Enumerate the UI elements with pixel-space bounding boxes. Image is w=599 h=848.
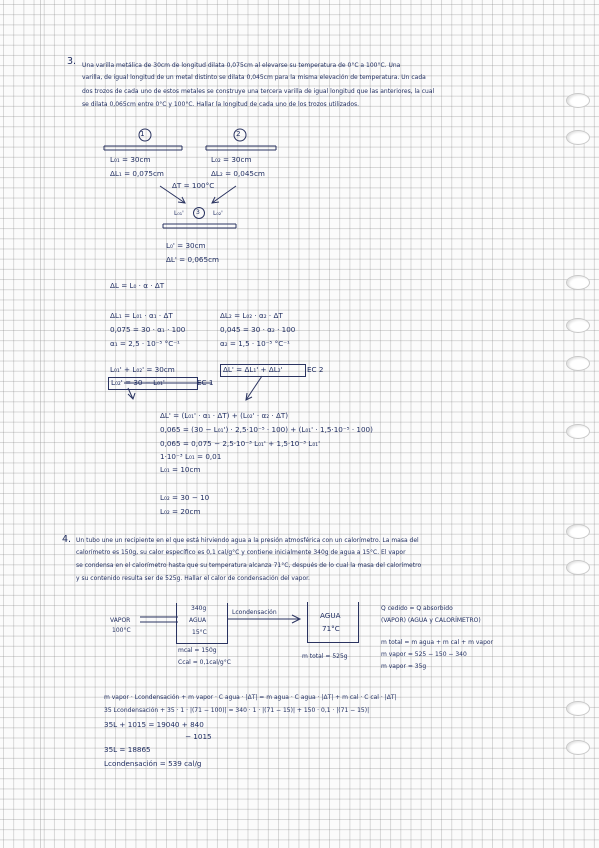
- work-line: 0,065 = (30 − L₀₁') · 2,5·10⁻⁵ · 100) + (L₀₁' · 1,5·10⁻⁵ · 100): [160, 425, 373, 434]
- statement-line: calorímetro es 150g, su calor específico es 0,1 cal/g°C y contiene inicialmente 340g de agua a 15°C. El vapor: [76, 549, 406, 556]
- bar1-dilation: ΔL₁ = 0,075cm: [110, 169, 164, 178]
- energy-eq: 35 Lcondensación + 35 · 1 · |(71 − 100)| = 340 · 1 · |(71 − 15)| + 150 · 0,1 · |(71 − 15)|: [104, 707, 370, 714]
- bar3-number: 3: [196, 209, 200, 216]
- bar3-left-label: L₀₁': [174, 210, 184, 217]
- left-col-line: α₁ = 2,5 · 10⁻⁵ °C⁻¹: [110, 339, 180, 348]
- final-line: L₀₂ = 20cm: [160, 507, 201, 516]
- statement-line: Una varilla metálica de 30cm de longitud dilata 0,075cm al elevarse su temperatura de 0°C a 100°C. Una: [82, 62, 401, 69]
- statement-line: Un tubo une un recipiente en el que está hirviendo agua a la presión atmosférica con un calorímetro. La masa del: [76, 537, 419, 544]
- ec1-expression: L₀₂' = 30 − L₀₁': [111, 378, 165, 387]
- right-col-line: α₂ = 1,5 · 10⁻⁵ °C⁻¹: [220, 339, 290, 348]
- statement-line: se dilata 0,065cm entre 0°C y 100°C. Hallar la longitud de cada uno de los trozos utilizados.: [82, 101, 360, 108]
- bar3-dilation: ΔL' = 0,065cm: [166, 255, 220, 264]
- final-state-box: [307, 602, 359, 643]
- final-water-label: AGUA: [320, 611, 341, 620]
- vapor-temp: 100°C: [112, 627, 131, 634]
- bar2-length: L₀₂ = 30cm: [211, 155, 252, 164]
- problem-number: 3.: [67, 56, 77, 67]
- energy-eq: 35L = 18865: [104, 745, 151, 754]
- bar-number: 2: [236, 129, 241, 138]
- bar-number: 1: [140, 129, 145, 138]
- bar3-length: L₀' = 30cm: [166, 241, 206, 250]
- bar2-dilation: ΔL₂ = 0,045cm: [211, 169, 265, 178]
- total-mass: m total = 525g: [302, 653, 348, 660]
- statement-line: se condensa en el calorímetro hasta que su temperatura alcanza 71°C, después de lo cual la masa del calorímetro: [76, 562, 422, 569]
- delta-t: ΔT = 100°C: [172, 181, 215, 190]
- cal-water-mass: 340g: [191, 605, 207, 612]
- bar3-right-label: L₀₂': [213, 210, 223, 217]
- right-col-line: 0,045 = 30 · α₂ · 100: [220, 325, 296, 334]
- ec1-sum: L₀₁' + L₀₂' = 30cm: [110, 365, 175, 374]
- work-line: 0,065 = 0,075 − 2,5·10⁻³ L₀₁' + 1,5·10⁻³ L₀₁': [160, 439, 321, 448]
- cal-water-temp: 15°C: [192, 629, 207, 636]
- final-line: L₀₂ = 30 − 10: [160, 493, 210, 502]
- left-col-line: ΔL₁ = L₀₁ · α₁ · ΔT: [110, 311, 173, 320]
- mass-line: m total = m agua + m cal + m vapor: [381, 639, 494, 646]
- ec2-expression: ΔL' = ΔL₁' + ΔL₂': [223, 365, 283, 374]
- final-water-temp: 71°C: [322, 624, 340, 633]
- statement-line: dos trozos de cada uno de estos metales se construye una tercera varilla de igual longitud que las anteriores, la cual: [82, 88, 435, 95]
- energy-eq-minus: − 1015: [185, 732, 212, 741]
- mass-line: m vapor = 525 − 150 − 340: [381, 651, 467, 658]
- right-col-line: ΔL₂ = L₀₂ · α₂ · ΔT: [220, 311, 283, 320]
- arrow-label: Lcondensación: [232, 609, 277, 616]
- work-line: L₀₁ = 10cm: [160, 465, 201, 474]
- vapor-label: VAPOR: [110, 617, 131, 624]
- energy-eq: m vapor · Lcondensación + m vapor · C agua · |ΔT| = m agua · C agua · |ΔT| + m cal · C cal · |ΔT|: [104, 694, 397, 701]
- heat-balance-parts: (VAPOR) (AGUA y CALORÍMETRO): [381, 617, 481, 624]
- left-col-line: 0,075 = 30 · α₁ · 100: [110, 325, 186, 334]
- bar1-length: L₀₁ = 30cm: [110, 155, 151, 164]
- statement-line: varilla, de igual longitud de un metal distinto se dilata 0,045cm para la misma elevación de temperatura. Un cada: [82, 74, 426, 81]
- statement-line: y su contenido resulta ser de 525g. Hallar el calor de condensación del vapor.: [76, 575, 310, 582]
- heat-balance: Q cedido = Q absorbido: [381, 605, 453, 612]
- dilation-formula: ΔL = L₀ · α · ΔT: [110, 281, 165, 290]
- mass-line: m vapor = 35g: [381, 663, 427, 670]
- work-line: ΔL' = (L₀₁' · α₁ · ΔT) + (L₀₂' · α₂ · ΔT): [160, 411, 289, 420]
- cal-water-label: AGUA: [189, 617, 207, 624]
- ec1-label: EC 1: [197, 378, 214, 387]
- ec2-label: EC 2: [307, 365, 324, 374]
- cal-mass: mcal = 150g: [178, 647, 217, 654]
- cal-specific-heat: Ccal = 0,1cal/g°C: [178, 659, 231, 666]
- energy-eq: 35L + 1015 = 19040 + 840: [104, 720, 204, 729]
- problem-number: 4.: [62, 534, 72, 545]
- work-line: 1·10⁻³ L₀₁ = 0,01: [160, 452, 222, 461]
- final-answer: Lcondensación = 539 cal/g: [104, 759, 202, 768]
